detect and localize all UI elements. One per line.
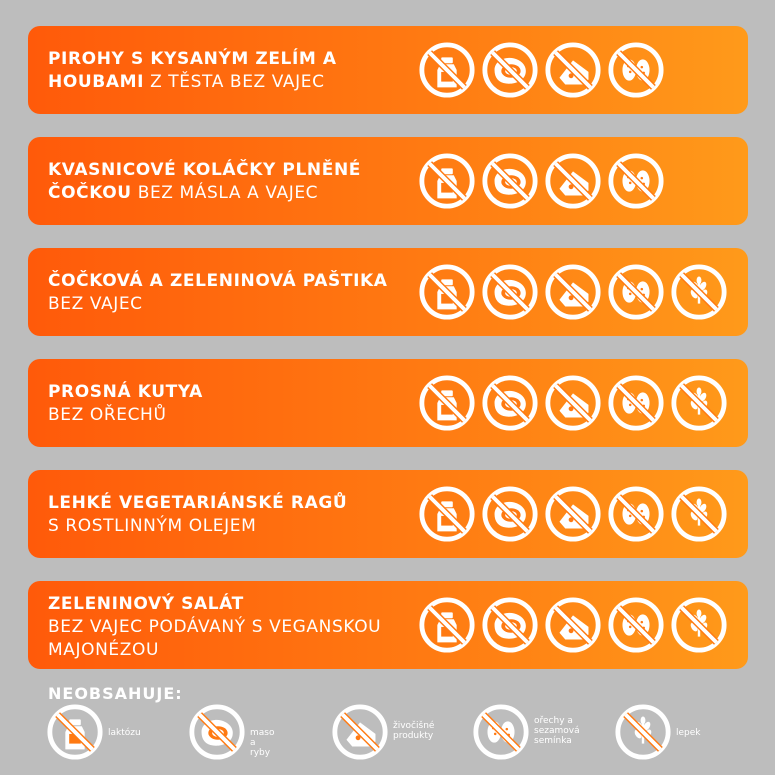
- milk-bottle-icon-crossed: [46, 703, 104, 761]
- dish-row-2: [28, 137, 748, 225]
- allergen-icons: [418, 596, 728, 654]
- cheese-icon-crossed: [544, 374, 602, 432]
- allergen-icons: [418, 374, 728, 432]
- wheat-icon-crossed: [670, 485, 728, 543]
- dish-row-1: [28, 26, 748, 114]
- peanut-icon-crossed: [607, 485, 665, 543]
- peanut-icon-crossed: [607, 263, 665, 321]
- wheat-icon-crossed: [614, 703, 672, 761]
- wheat-icon-crossed: [670, 263, 728, 321]
- dish-title: PIROHY S KYSANÝM ZELÍM A HOUBAMI Z TĚSTA BEZ VAJEC: [48, 49, 337, 92]
- dish-title: PROSNÁ KUTYA BEZ OŘECHŮ: [48, 382, 203, 425]
- meat-icon-crossed: [481, 263, 539, 321]
- meat-icon-crossed: [481, 152, 539, 210]
- dish-title: KVASNICOVÉ KOLÁČKY PLNĚNÉ ČOČKOU BEZ MÁSLA A VAJEC: [48, 160, 361, 203]
- legend-heading: NEOBSAHUJE:: [48, 684, 183, 703]
- meat-icon-crossed: [188, 703, 246, 761]
- peanut-icon-crossed: [472, 703, 530, 761]
- legend-label: lepek: [676, 728, 701, 738]
- wheat-icon-crossed: [670, 374, 728, 432]
- dish-row-5: [28, 470, 748, 558]
- peanut-icon-crossed: [607, 152, 665, 210]
- dish-title: LEHKÉ VEGETARIÁNSKÉ RAGŮ S ROSTLINNÝM OLEJEM: [48, 493, 348, 536]
- cheese-icon-crossed: [544, 596, 602, 654]
- cheese-icon-crossed: [544, 263, 602, 321]
- meat-icon-crossed: [481, 41, 539, 99]
- allergen-icons: [418, 263, 728, 321]
- peanut-icon-crossed: [607, 41, 665, 99]
- dish-title: ČOČKOVÁ A ZELENINOVÁ PAŠTIKA BEZ VAJEC: [48, 271, 388, 314]
- wheat-icon-crossed: [670, 596, 728, 654]
- meat-icon-crossed: [481, 374, 539, 432]
- peanut-icon-crossed: [607, 374, 665, 432]
- dish-title: ZELENINOVÝ SALÁT BEZ VAJEC PODÁVANÝ S VEGANSKOU MAJONÉZOU: [48, 594, 382, 660]
- milk-bottle-icon-crossed: [418, 152, 476, 210]
- legend-label: živočišné produkty: [393, 721, 435, 741]
- meat-icon-crossed: [481, 596, 539, 654]
- cheese-icon-crossed: [331, 703, 389, 761]
- legend-label: ořechy a sezamová semínka: [534, 716, 580, 746]
- allergen-icons: [418, 485, 728, 543]
- dish-row-6: [28, 581, 748, 669]
- legend-label: laktózu: [108, 728, 141, 738]
- dish-row-4: [28, 359, 748, 447]
- cheese-icon-crossed: [544, 41, 602, 99]
- allergen-icons: [418, 152, 665, 210]
- milk-bottle-icon-crossed: [418, 485, 476, 543]
- milk-bottle-icon-crossed: [418, 374, 476, 432]
- legend-label: maso a ryby: [250, 728, 275, 758]
- allergen-icons: [418, 41, 665, 99]
- cheese-icon-crossed: [544, 152, 602, 210]
- peanut-icon-crossed: [607, 596, 665, 654]
- cheese-icon-crossed: [544, 485, 602, 543]
- milk-bottle-icon-crossed: [418, 263, 476, 321]
- meat-icon-crossed: [481, 485, 539, 543]
- dish-row-3: [28, 248, 748, 336]
- milk-bottle-icon-crossed: [418, 41, 476, 99]
- milk-bottle-icon-crossed: [418, 596, 476, 654]
